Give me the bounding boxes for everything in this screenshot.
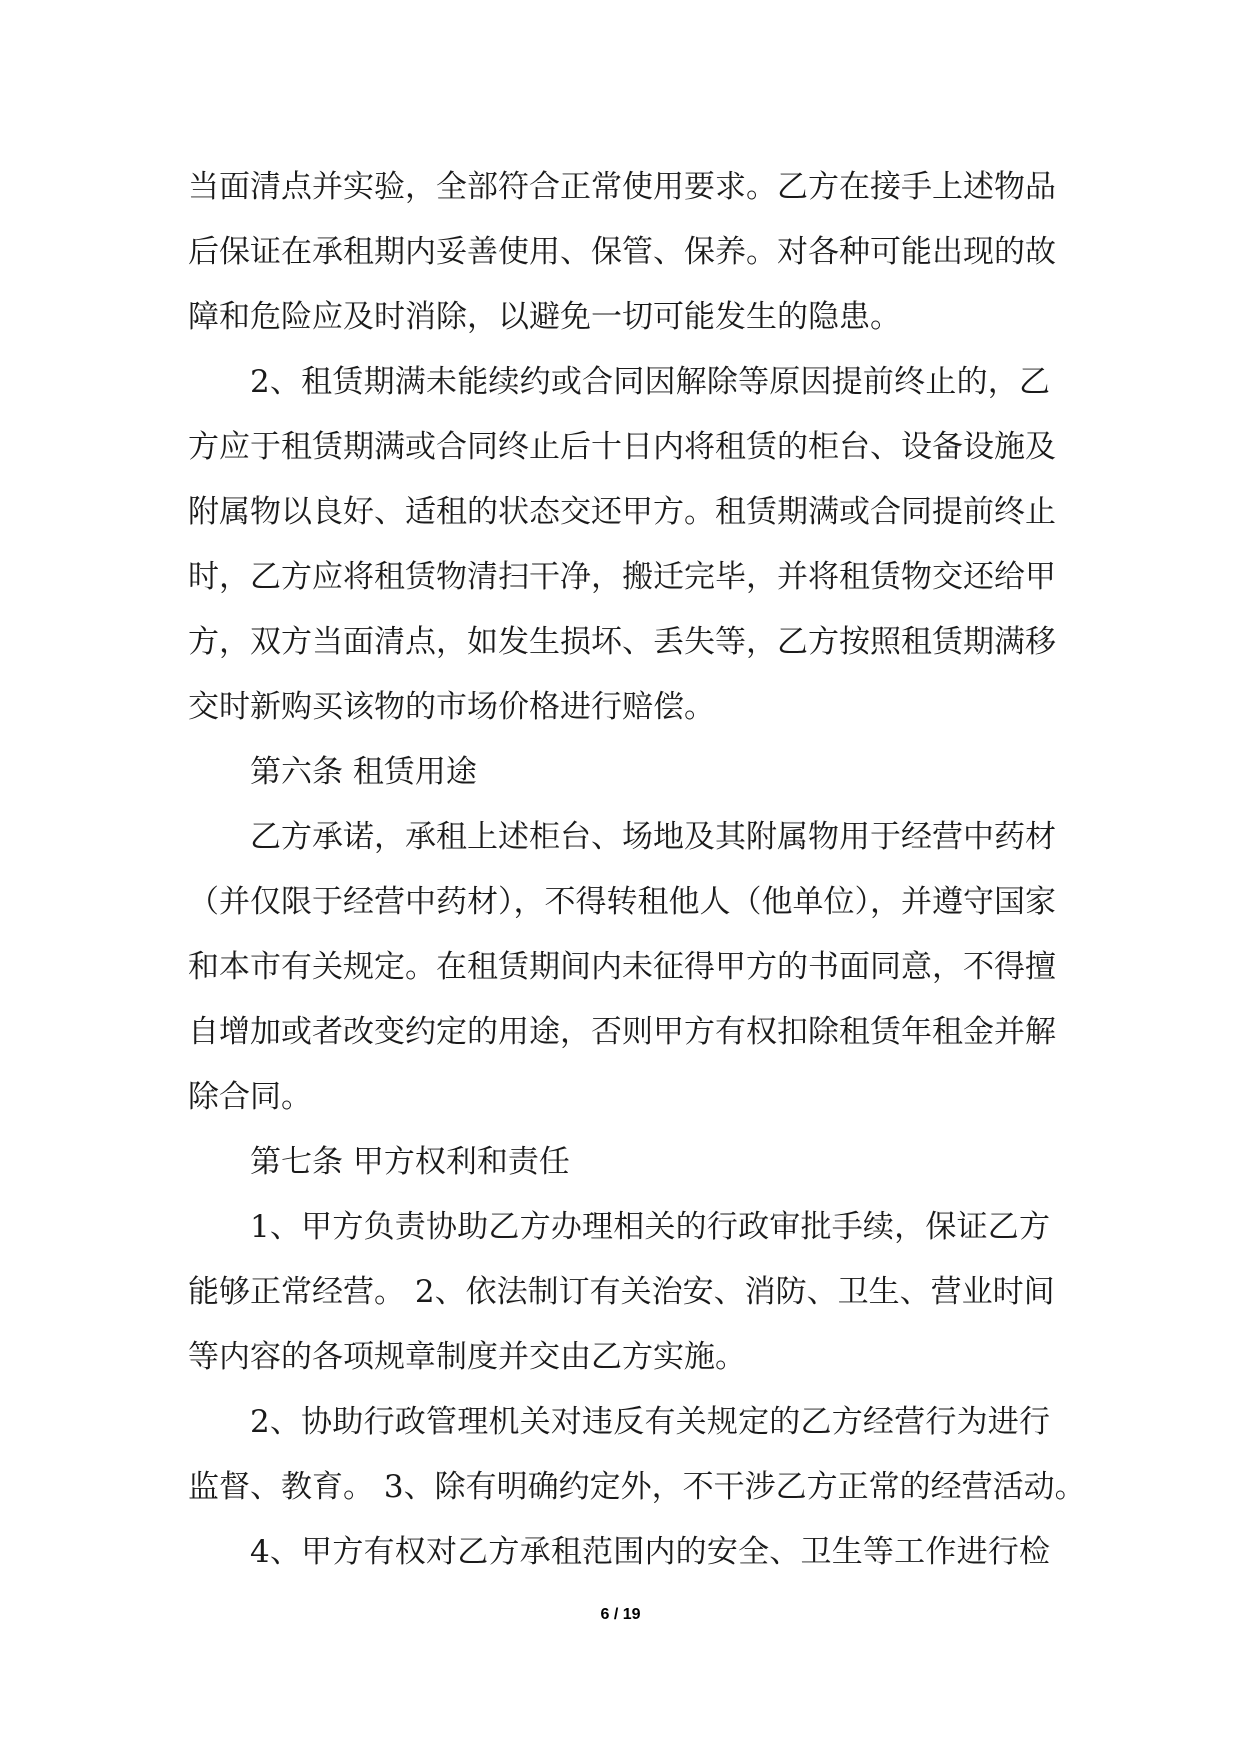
text-line: 时，乙方应将租赁物清扫干净，搬迁完毕，并将租赁物交还给甲 <box>188 559 1056 595</box>
text-line: 4、甲方有权对乙方承租范围内的安全、卫生等工作进行检 <box>250 1534 1050 1570</box>
text-line: 和本市有关规定。在租赁期间内未征得甲方的书面同意，不得擅 <box>188 949 1056 985</box>
text-line: 后保证在承租期内妥善使用、保管、保养。对各种可能出现的故 <box>188 234 1056 270</box>
text-line: （并仅限于经营中药材），不得转租他人（他单位），并遵守国家 <box>188 884 1056 920</box>
text-line: 1、甲方负责协助乙方办理相关的行政审批手续，保证乙方 <box>250 1209 1050 1245</box>
page-number: 6 / 19 <box>600 1606 641 1623</box>
text-line: 能够正常经营。 2、依法制订有关治安、消防、卫生、营业时间 <box>188 1274 1055 1310</box>
text-line: 除合同。 <box>188 1079 312 1115</box>
document-body <box>188 155 1086 1585</box>
text-line: 方应于租赁期满或合同终止后十日内将租赁的柜台、设备设施及 <box>188 429 1056 465</box>
text-line: 等内容的各项规章制度并交由乙方实施。 <box>188 1339 746 1375</box>
text-line: 交时新购买该物的市场价格进行赔偿。 <box>188 689 715 725</box>
text-line: 监督、教育。 3、除有明确约定外，不干涉乙方正常的经营活动。 <box>188 1469 1086 1505</box>
text-line: 障和危险应及时消除，以避免一切可能发生的隐患。 <box>188 299 901 335</box>
section-heading: 第六条 租赁用途 <box>250 754 477 790</box>
text-line: 附属物以良好、适租的状态交还甲方。租赁期满或合同提前终止 <box>188 494 1056 530</box>
text-line: 2、租赁期满未能续约或合同因解除等原因提前终止的，乙 <box>250 364 1050 400</box>
text-line: 乙方承诺，承租上述柜台、场地及其附属物用于经营中药材 <box>250 819 1056 855</box>
text-line: 自增加或者改变约定的用途，否则甲方有权扣除租赁年租金并解 <box>188 1014 1056 1050</box>
text-line: 方，双方当面清点，如发生损坏、丢失等，乙方按照租赁期满移 <box>188 624 1056 660</box>
text-line: 2、协助行政管理机关对违反有关规定的乙方经营行为进行 <box>250 1404 1050 1440</box>
section-heading: 第七条 甲方权利和责任 <box>250 1144 570 1180</box>
text-line: 当面清点并实验，全部符合正常使用要求。乙方在接手上述物品 <box>188 169 1056 205</box>
